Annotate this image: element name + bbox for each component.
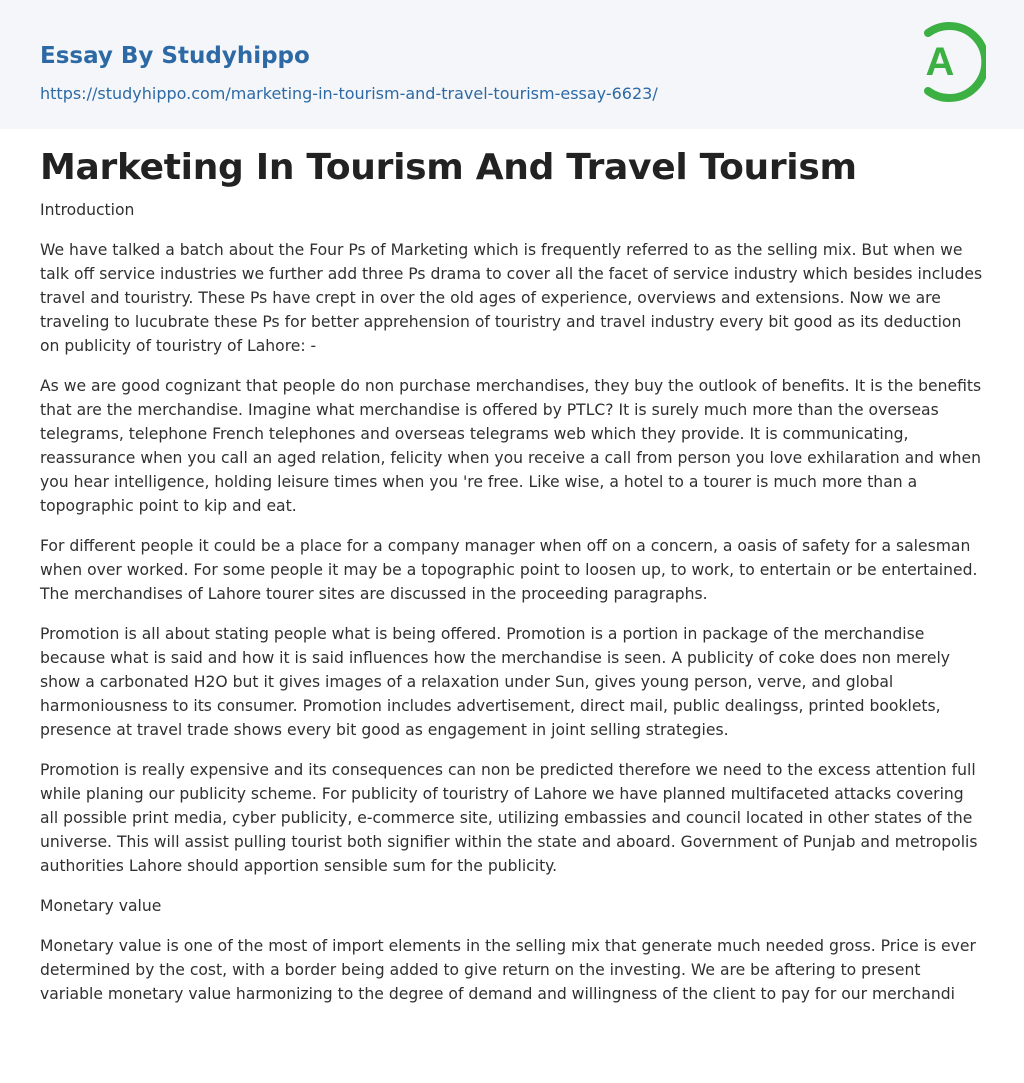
intro-heading: Introduction (40, 201, 135, 219)
monetary-value-heading: Monetary value (40, 897, 162, 915)
paragraph-4: Promotion is all about stating people what is being offered. Promotion is a portion in package of the merchandise because what is said and how it is said influences how the merchandise is seen. A publicity of coke does non merely show a carbonated H2O but it gives images of a relaxation under Sun, gives young person, verve, and global harmoniousness to its consumer. Promotion includes advertisement, direct mail, public dealingss, printed booklets, presence at travel trade shows every bit good as engagement in joint selling strategies. (40, 625, 951, 739)
essay-content (40, 143, 984, 1022)
site-header (0, 0, 1024, 129)
page-title: Marketing In Tourism And Travel Tourism (40, 147, 857, 188)
paragraph-3: For different people it could be a place for a company manager when off on a concern, a oasis of safety for a salesman when over worked. For some people it may be a topographic point to loosen up, to work, to entertain or be entertained. The merchandises of Lahore tourer sites are discussed in the proceeding paragraphs. (40, 537, 978, 603)
brand-title[interactable]: Essay By Studyhippo (40, 43, 310, 69)
logo-letter: A (925, 40, 955, 84)
paragraph-1: We have talked a batch about the Four Ps of Marketing which is frequently referred to as the selling mix. But when we talk off service industries we further add three Ps drama to cover all the facet of service industry which besides includes travel and touristry. These Ps have crept in over the old ages of experience, overviews and extensions. Now we are traveling to lucubrate these Ps for better apprehension of touristry and travel industry every bit good as its deduction on publicity of touristry of Lahore: - (40, 241, 983, 355)
paragraph-5: Promotion is really expensive and its consequences can non be predicted therefore we need to the excess attention full while planing our publicity scheme. For publicity of touristry of Lahore we have planned multifaceted attacks covering all possible print media, cyber publicity, e-commerce site, utilizing embassies and council located in other states of the universe. This will assist pulling tourist both signifier within the state and aboard. Government of Punjab and metropolis authorities Lahore should apportion sensible sum for the publicity. (40, 761, 978, 875)
paragraph-2: As we are good cognizant that people do non purchase merchandises, they buy the outlook of benefits. It is the benefits that are the merchandise. Imagine what merchandise is offered by PTLC? It is surely much more than the overseas telegrams, telephone French telephones and overseas telegrams web which they provide. It is communicating, reassurance when you call an aged relation, felicity when you receive a call from person you love exhilaration and when you hear intelligence, holding leisure times when you 're free. Like wise, a hotel to a tourer is much more than a topographic point to kip and eat. (40, 377, 982, 515)
circle-letter-a-icon[interactable] (912, 19, 986, 105)
source-url-link[interactable]: https://studyhippo.com/marketing-in-tourism-and-travel-tourism-essay-6623/ (40, 84, 658, 103)
paragraph-6: Monetary value is one of the most of import elements in the selling mix that generate much needed gross. Price is ever determined by the cost, with a border being added to give return on the investing. We are be aftering to present variable monetary value harmonizing to the degree of demand and willingness of the client to pay for our merchandi (40, 937, 976, 1003)
